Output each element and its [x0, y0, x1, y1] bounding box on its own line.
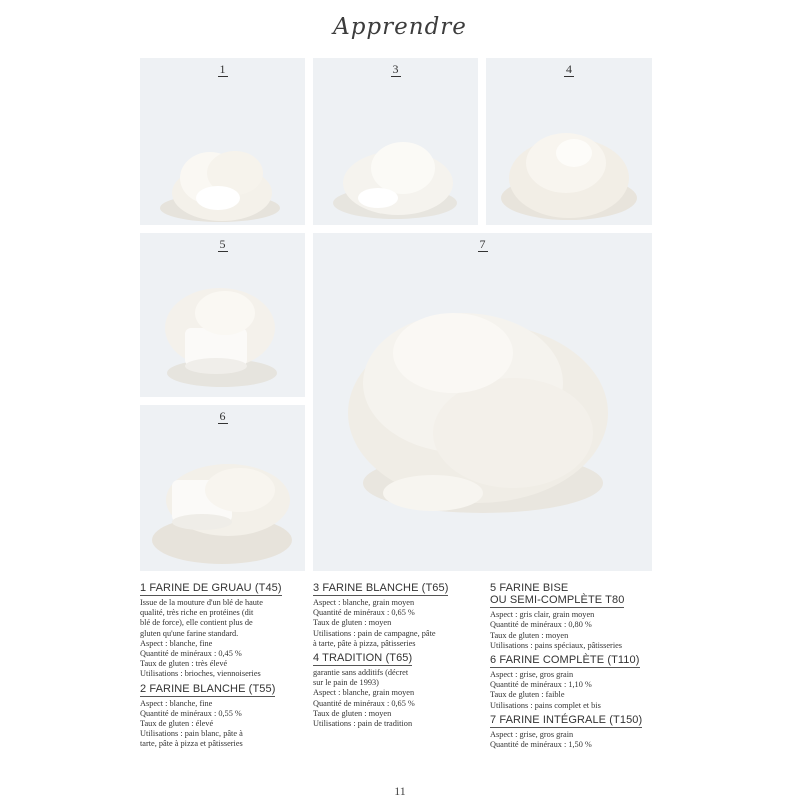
flour-entry-2: [140, 680, 308, 750]
flour-text-line: Taux de gluten : moyen: [313, 708, 392, 718]
photo-number: 7: [479, 237, 486, 251]
flour-heading: 4 TRADITION (T65): [313, 652, 413, 665]
flour-photo-6: [140, 405, 305, 571]
flour-pile-illustration: [140, 405, 305, 571]
flour-pile-illustration: [313, 58, 478, 225]
flour-heading: 6 FARINE COMPLÈTE (T110): [490, 654, 640, 667]
page-title: Apprendre: [333, 14, 467, 40]
flour-text-line: Taux de gluten : faible: [490, 690, 565, 700]
flour-photo-7: [313, 233, 652, 571]
flour-text-line: à tarte, pâte à pizza, pâtisseries: [313, 638, 416, 648]
flour-text-line: Aspect : grise, gros grain: [490, 670, 574, 680]
text-column-2: [313, 582, 483, 729]
flour-text-line: garantie sans additifs (décret: [313, 668, 409, 678]
flour-text-line: Quantité de minéraux : 0,80 %: [490, 620, 592, 630]
text-column-1: [140, 582, 308, 750]
flour-heading: 3 FARINE BLANCHE (T65): [313, 582, 449, 594]
flour-entry-7: [490, 711, 655, 750]
flour-heading: 5 FARINE BISE: [490, 582, 569, 594]
flour-pile-illustration: [486, 58, 652, 225]
flour-entry-1: [140, 582, 308, 680]
flour-text-line: sur le pain de 1993): [313, 678, 379, 688]
flour-pile-illustration: [140, 58, 305, 225]
flour-entry-6: [490, 651, 655, 711]
flour-text-line: Utilisations : brioches, viennoiseries: [140, 669, 261, 679]
flour-entry-5: [490, 582, 655, 651]
flour-heading: 7 FARINE INTÉGRALE (T150): [490, 713, 643, 726]
flour-text-line: Quantité de minéraux : 1,50 %: [490, 740, 592, 750]
flour-text-line: Quantité de minéraux : 0,55 %: [140, 708, 242, 718]
flour-text-line: Issue de la mouture d'un blé de haute: [140, 598, 263, 607]
flour-text-line: Taux de gluten : moyen: [490, 630, 569, 640]
flour-text-line: Taux de gluten : très élevé: [140, 659, 228, 669]
flour-entry-3: [313, 582, 483, 649]
flour-pile-illustration: [140, 233, 305, 397]
flour-photo-4: [486, 58, 652, 225]
flour-text-line: gluten qu'une farine standard.: [140, 628, 239, 638]
text-column-3: [490, 582, 655, 750]
flour-text-line: Taux de gluten : moyen: [313, 618, 392, 628]
photo-number: 4: [566, 62, 572, 76]
flour-text-line: Utilisations : pains complet et bis: [490, 700, 601, 710]
flour-text-line: Taux de gluten : élevé: [140, 719, 214, 729]
photo-number: 5: [219, 237, 226, 251]
flour-heading: 1 FARINE DE GRUAU (T45): [140, 582, 282, 594]
page-number: 11: [394, 784, 406, 798]
photo-number: 6: [219, 409, 226, 423]
flour-text-line: Aspect : blanche, fine: [140, 698, 213, 708]
flour-text-line: tarte, pâte à pizza et pâtisseries: [140, 739, 243, 749]
flour-entry-4: [313, 649, 483, 729]
flour-text-line: Quantité de minéraux : 0,65 %: [313, 608, 415, 618]
flour-text-line: Aspect : grise, gros grain: [490, 729, 574, 739]
flour-photo-5: [140, 233, 305, 397]
flour-text-line: qualité, très riche en protéines (dit: [140, 608, 254, 618]
flour-text-line: Quantité de minéraux : 0,65 %: [313, 698, 415, 708]
flour-text-line: Aspect : gris clair, grain moyen: [490, 610, 595, 620]
flour-photo-3: [313, 58, 478, 225]
flour-photo-1: [140, 58, 305, 225]
photo-number: 3: [392, 62, 399, 76]
flour-text-line: blé de force), elle contient plus de: [140, 618, 253, 628]
flour-text-line: Aspect : blanche, fine: [140, 638, 213, 648]
flour-text-line: Aspect : blanche, grain moyen: [313, 688, 415, 698]
flour-text-line: Utilisations : pain de tradition: [313, 719, 413, 729]
flour-text-line: Aspect : blanche, grain moyen: [313, 598, 415, 607]
flour-heading-line2: OU SEMI-COMPLÈTE T80: [490, 594, 625, 607]
flour-text-line: Utilisations : pain de campagne, pâte: [313, 628, 436, 638]
flour-text-line: Quantité de minéraux : 1,10 %: [490, 680, 592, 690]
flour-text-line: Utilisations : pains spéciaux, pâtisseries: [490, 640, 623, 650]
photo-number: 1: [219, 62, 226, 76]
flour-pile-illustration: [313, 233, 652, 571]
flour-text-line: Quantité de minéraux : 0,45 %: [140, 649, 242, 659]
flour-heading: 2 FARINE BLANCHE (T55): [140, 682, 276, 695]
flour-text-line: Utilisations : pain blanc, pâte à: [140, 729, 243, 739]
